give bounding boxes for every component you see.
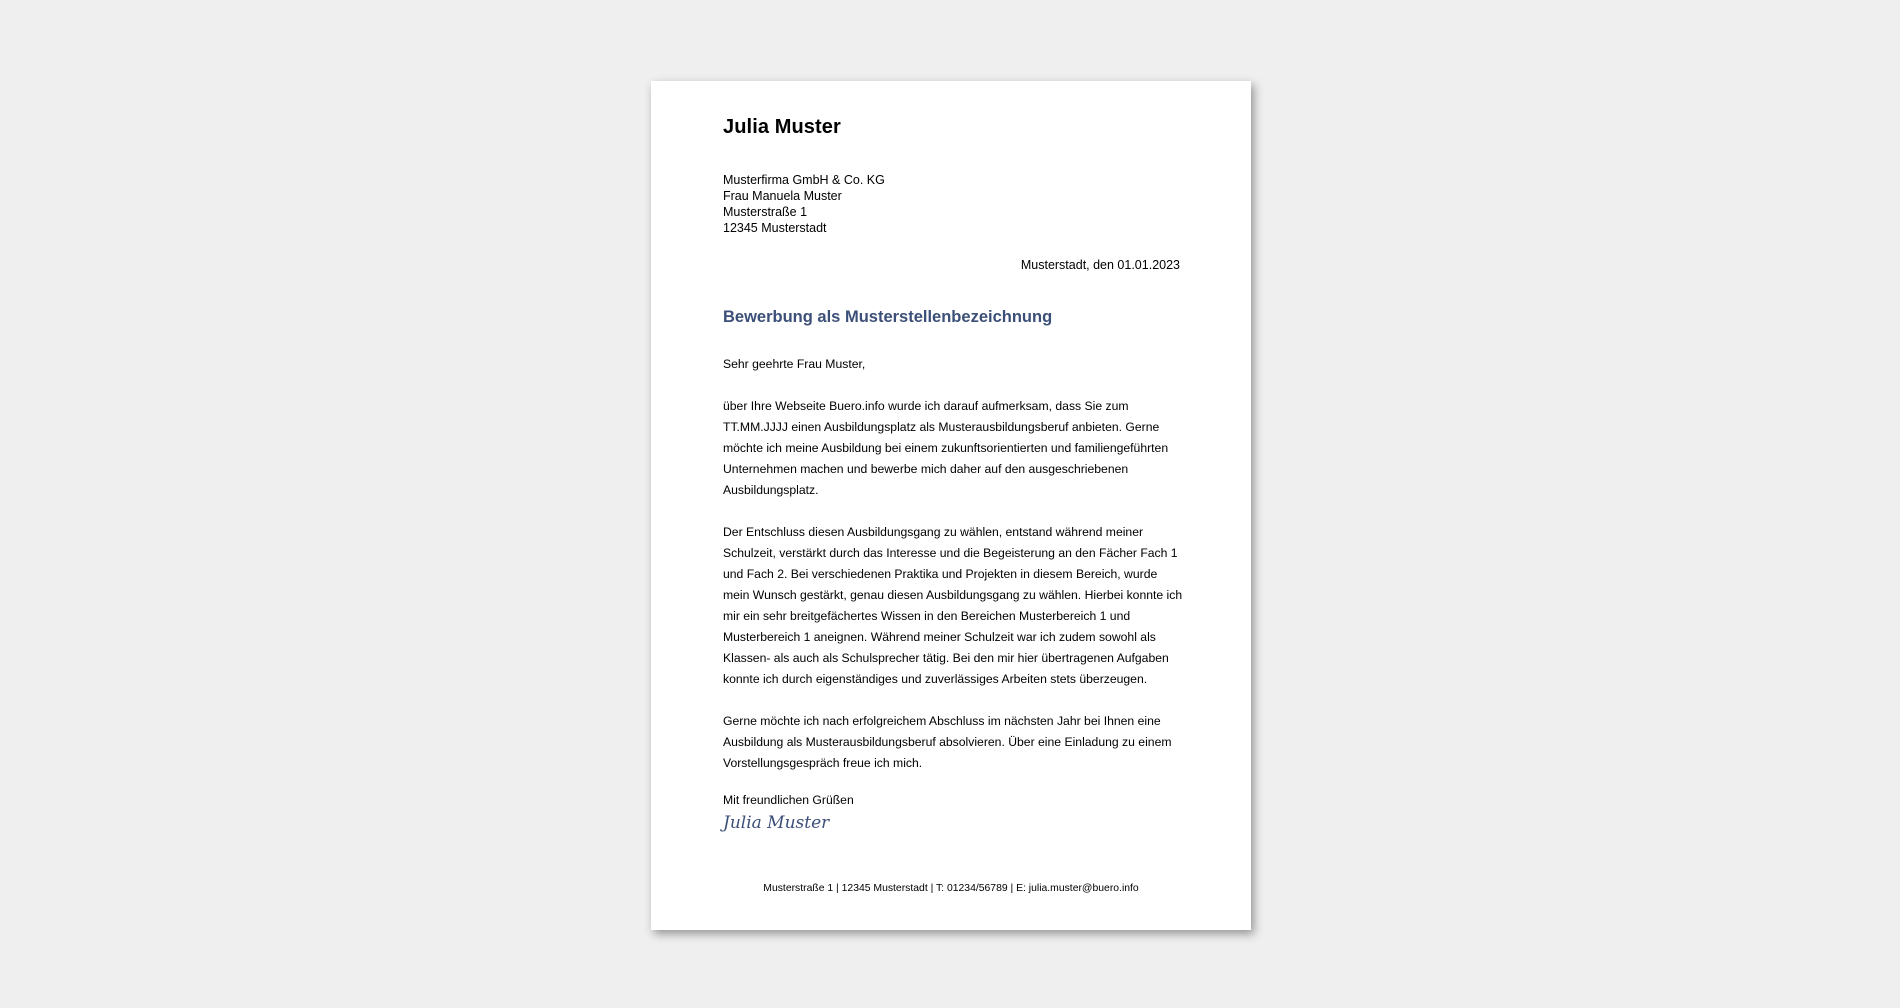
salutation: Sehr geehrte Frau Muster, bbox=[723, 357, 866, 371]
recipient-address bbox=[723, 172, 885, 236]
subject-line: Bewerbung als Musterstellenbezeichnung bbox=[723, 308, 1053, 326]
date-line: Musterstadt, den 01.01.2023 bbox=[1020, 258, 1180, 272]
letter-body bbox=[723, 354, 1183, 795]
sender-name: Julia Muster bbox=[723, 116, 841, 138]
body-paragraph-1: über Ihre Webseite Buero.info wurde ich darauf aufmerksam, dass Sie zum TT.MM.JJJJ einen Ausbildungsplatz als Musterausbildungsberuf anbieten. Gerne möchte ich meine Ausbildung bei einem zukunftsorientierten und familiengeführten Unternehmen machen und bewerbe mich daher auf den ausgeschriebenen Ausbildungsplatz. bbox=[723, 399, 1169, 497]
signature: Julia Muster bbox=[723, 813, 830, 833]
footer-contact: Musterstraße 1 | 12345 Musterstadt | T: 01234/56789 | E: julia.muster@buero.info bbox=[763, 883, 1139, 894]
recipient-city: 12345 Musterstadt bbox=[723, 221, 827, 235]
recipient-person: Frau Manuela Muster bbox=[723, 189, 842, 203]
body-paragraph-3: Gerne möchte ich nach erfolgreichem Abschluss im nächsten Jahr bei Ihnen eine Ausbildung als Musterausbildungsberuf absolvieren. Über eine Einladung zu einem Vorstellungsgespräch freue ich mich. bbox=[723, 714, 1172, 770]
recipient-company: Musterfirma GmbH & Co. KG bbox=[723, 173, 885, 187]
body-paragraph-2: Der Entschluss diesen Ausbildungsgang zu wählen, entstand während meiner Schulzeit, verstärkt durch das Interesse und die Begeisterung an den Fächer Fach 1 und Fach 2. Bei verschiedenen Praktika und Projekten in diesem Bereich, wurde mein Wunsch gestärkt, genau diesen Ausbildungsgang zu wählen. Hierbei konnte ich mir ein sehr breitgefächertes Wissen in den Bereichen Musterbereich 1 und Musterbereich 1 aneignen. Während meiner Schulzeit war ich zudem sowohl als Klassen- als auch als Schulsprecher tätig. Bei den mir hier übertragenen Aufgaben konnte ich durch eigenständiges und zuverlässiges Arbeiten stets überzeugen. bbox=[723, 525, 1183, 686]
letter-page bbox=[651, 81, 1251, 930]
recipient-street: Musterstraße 1 bbox=[723, 205, 808, 219]
closing: Mit freundlichen Grüßen bbox=[723, 793, 854, 807]
